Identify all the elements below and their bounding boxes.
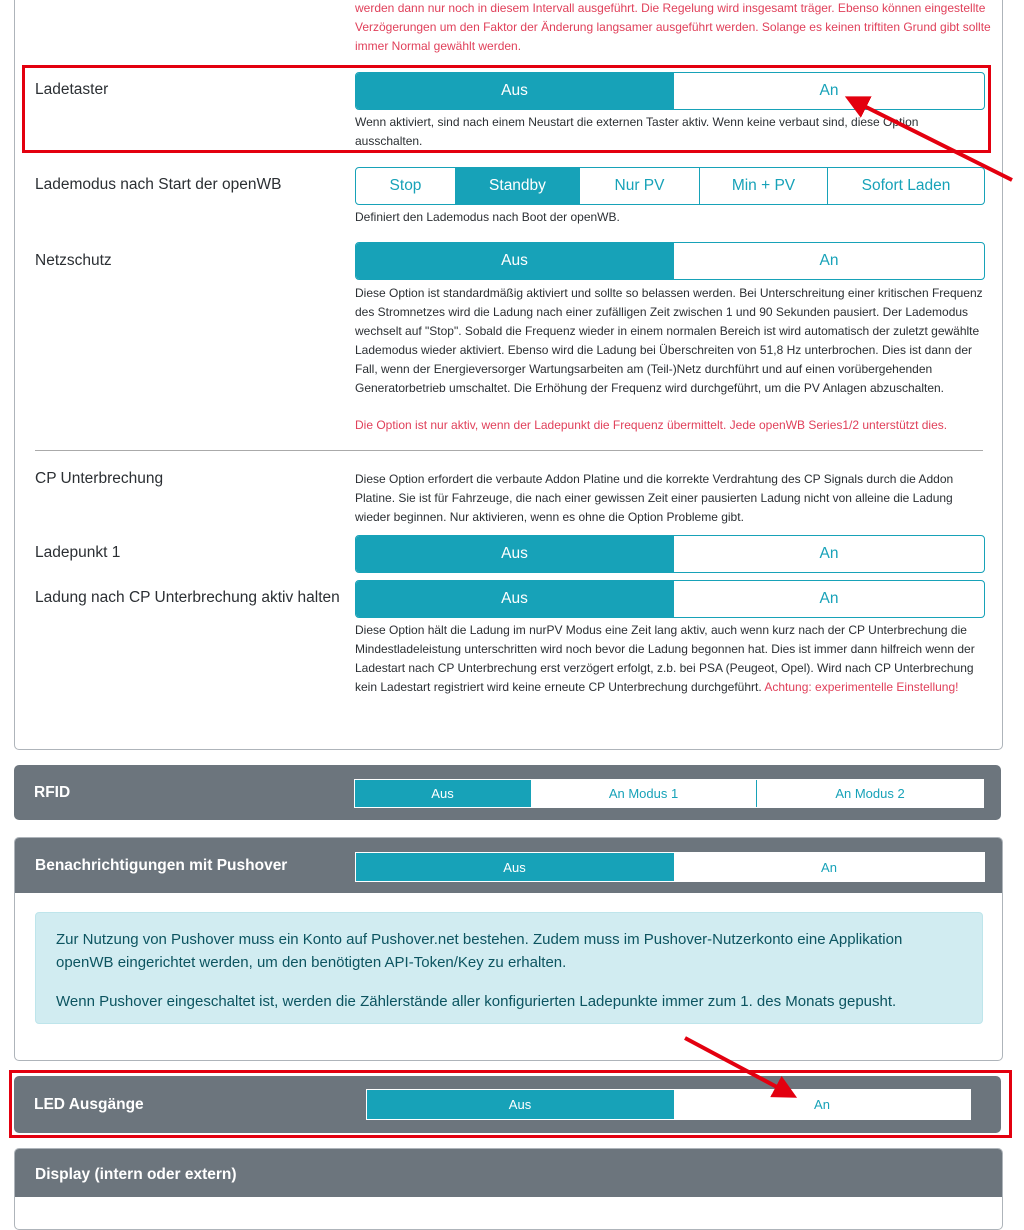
lademodus-stop[interactable]: Stop: [389, 177, 422, 194]
pushover-info-1: Zur Nutzung von Pushover muss ein Konto auf Pushover.net bestehen. Zudem muss im Pushover-Nutzerkonto eine Applikation openWB eingerichtet werden, um den benötigten API-Token/Key zu erhalten.: [56, 931, 903, 971]
cp-hold-label: Ladung nach CP Unterbrechung aktiv halten: [35, 589, 340, 606]
pushover-on-button[interactable]: An: [673, 853, 984, 881]
lademodus-sofort-laden[interactable]: Sofort Laden: [827, 168, 984, 204]
cp-desc: Diese Option erfordert die verbaute Addon Platine und die korrekte Verdrahtung des CP Signals durch die Addon Platine. Sie ist für Fahrzeuge, die nach einer gewissen Zeit einer pausierten Ladung nicht von alleine die Ladung wieder beginnen. Nur aktivieren, wenn es ohne die Option Probleme gibt.: [355, 472, 954, 524]
ladetaster-desc: Wenn aktiviert, sind nach einem Neustart die externen Taster aktiv. Wenn keine verbaut sind, diese Option ausschalten.: [355, 115, 919, 148]
cp-label: CP Unterbrechung: [35, 470, 164, 487]
rfid-aus[interactable]: Aus: [355, 780, 530, 807]
led-title: LED Ausgänge: [34, 1096, 144, 1113]
top-note: werden dann nur noch in diesem Intervall ausgeführt. Die Regelung wird insgesamt träger. Ebenso können eingestellte Verzögerungen um den Faktor der Änderung langsamer ausgeführt werden. Solange es keinen triftiten Grund gibt sollte immer Normal gewählt werden.: [355, 1, 991, 53]
arrow-ladetaster: [852, 100, 1012, 180]
netzschutz-label: Netzschutz: [35, 252, 112, 269]
rfid-modus-1[interactable]: An Modus 1: [530, 780, 756, 807]
cp-hold-warning: Achtung: experimentelle Einstellung!: [764, 680, 959, 694]
lademodus-standby[interactable]: Standby: [455, 168, 579, 204]
ladetaster-on-button[interactable]: An: [673, 73, 984, 109]
netzschutz-warning: Die Option ist nur aktiv, wenn der Ladepunkt die Frequenz übermittelt. Jede openWB Series1/2 unterstützt dies.: [355, 418, 948, 432]
lademodus-min-pv[interactable]: Min + PV: [699, 168, 827, 204]
lademodus-nur-pv[interactable]: Nur PV: [579, 168, 699, 204]
ladepunkt1-off-button[interactable]: Aus: [356, 536, 673, 572]
rfid-modus-2[interactable]: An Modus 2: [756, 780, 983, 807]
display-title: Display (intern oder extern): [35, 1166, 237, 1183]
cp-hold-off-button[interactable]: Aus: [356, 581, 673, 617]
led-on-button[interactable]: An: [673, 1090, 970, 1119]
pushover-info-2: Wenn Pushover eingeschaltet ist, werden die Zählerstände aller konfigurierten Ladepunkte immer zum 1. des Monats gepusht.: [56, 993, 897, 1010]
pushover-off-button[interactable]: Aus: [356, 853, 673, 881]
lademodus-desc: Definiert den Lademodus nach Boot der openWB.: [355, 210, 620, 224]
ladetaster-label: Ladetaster: [35, 81, 109, 98]
ladepunkt1-on-button[interactable]: An: [673, 536, 984, 572]
cp-hold-desc-text: Diese Option hält die Ladung im nurPV Modus eine Zeit lang aktiv, auch wenn kurz nach der CP Unterbrechung die Mindestladeleistung unterschritten wird noch bevor die Ladung begonnen hat. Dies ist immer dann hilfreich wenn der Ladestart nach CP Unterbrechung erst verzögert erfolgt, z.b. bei PSA (Peugeot, Opel). Wird nach CP Unterbrechung kein Ladestart registriert wird keine erneute CP Unterbrechung durchgeführt.: [355, 623, 975, 694]
arrow-led: [685, 1038, 790, 1094]
cp-hold-on-button[interactable]: An: [673, 581, 984, 617]
netzschutz-desc: Diese Option ist standardmäßig aktiviert und sollte so belassen werden. Bei Unterschreitung einer kritischen Frequenz des Stromnetzes wird die Ladung nach einer zufälligen Zeit zwischen 1 und 90 Sekunden pausiert. Der Lademodus wechselt auf "Stop". Sobald die Frequenz wieder in einem normalen Bereich ist wird automatisch der zuletzt gewählte Lademodus wieder aktiviert. Ebenso wird die Ladung bei Überschreiten von 51,8 Hz unterbrochen. Dies ist dann der Fall, wenn der Energieversorger Wartungsarbeiten am (Teil-)Netz durchführt und auf einen vorübergehenden Generatorbetrieb umschaltet. Die Erhöhung der Frequenz wird durchgeführt, um die PV Anlagen abzuschalten.: [355, 286, 983, 395]
netzschutz-on-button[interactable]: An: [673, 243, 984, 279]
ladepunkt1-label: Ladepunkt 1: [35, 544, 121, 561]
rfid-title: RFID: [34, 784, 71, 801]
ladetaster-off-button[interactable]: Aus: [356, 73, 673, 109]
led-off-button[interactable]: Aus: [367, 1090, 673, 1119]
netzschutz-off-button[interactable]: Aus: [356, 243, 673, 279]
pushover-title: Benachrichtigungen mit Pushover: [35, 857, 288, 874]
lademodus-label: Lademodus nach Start der openWB: [35, 176, 282, 193]
